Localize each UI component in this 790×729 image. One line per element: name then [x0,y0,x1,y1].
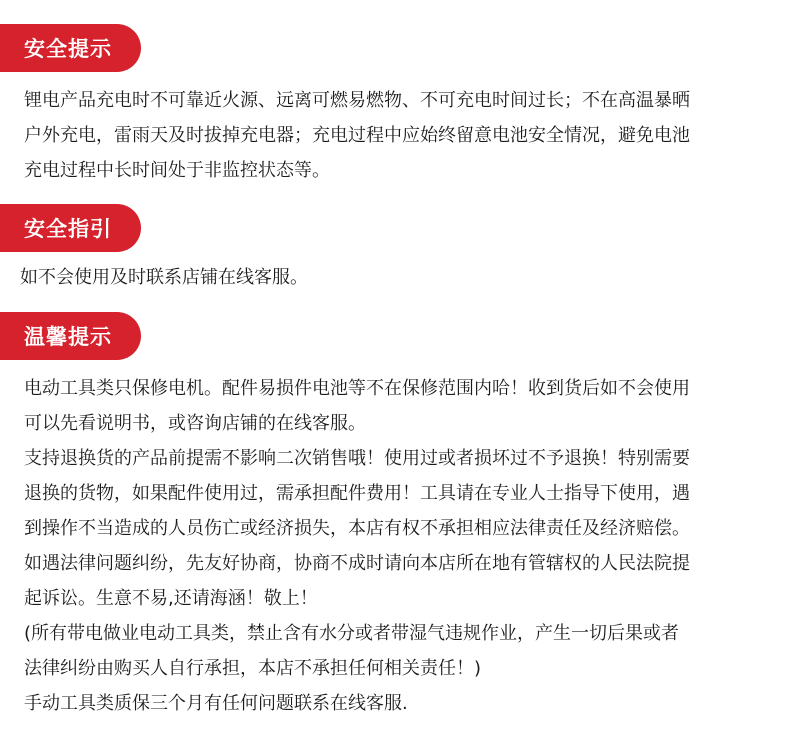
text-line: 支持退换货的产品前提需不影响二次销售哦！使用过或者损坏过不予退换！特别需要 [24,448,690,469]
text-line: 充电过程中长时间处于非监控状态等。 [24,160,330,181]
text-line: 如遇法律问题纠纷，先友好协商，协商不成时请向本店所在地有管辖权的人民法院提 [24,553,690,574]
section-header-safety-guide [0,204,141,252]
safety-guide-text [20,260,770,295]
section-title: 温馨提示 [24,325,112,349]
section-title: 安全提示 [24,37,112,61]
text-line: (所有带电做业电动工具类，禁止含有水分或者带湿气违规作业，产生一切后果或者 [24,623,680,644]
section-header-safety-tips [0,24,141,72]
text-line: 户外充电，雷雨天及时拔掉充电器；充电过程中应始终留意电池安全情况，避免电池 [24,125,690,146]
text-line: 锂电产品充电时不可靠近火源、远离可燃易燃物、不可充电时间过长；不在高温暴晒 [24,90,690,111]
text-line: 手动工具类质保三个月有任何问题联系在线客服. [24,693,408,714]
text-line: 电动工具类只保修电机。配件易损件电池等不在保修范围内哈！收到货后如不会使用 [24,378,690,399]
warm-tips-text [24,371,774,721]
text-line: 如不会使用及时联系店铺在线客服。 [20,267,308,288]
section-header-warm-tips [0,312,141,360]
safety-tips-text [24,83,774,188]
text-line: 可以先看说明书，或咨询店铺的在线客服。 [24,413,366,434]
text-line: 退换的货物，如果配件使用过，需承担配件费用！工具请在专业人士指导下使用，遇 [24,483,690,504]
text-line: 法律纠纷由购买人自行承担，本店不承担任何相关责任！) [24,658,482,679]
text-line: 起诉讼。生意不易,还请海涵！敬上！ [24,588,318,609]
section-title: 安全指引 [24,217,112,241]
text-line: 到操作不当造成的人员伤亡或经济损失，本店有权不承担相应法律责任及经济赔偿。 [24,518,690,539]
